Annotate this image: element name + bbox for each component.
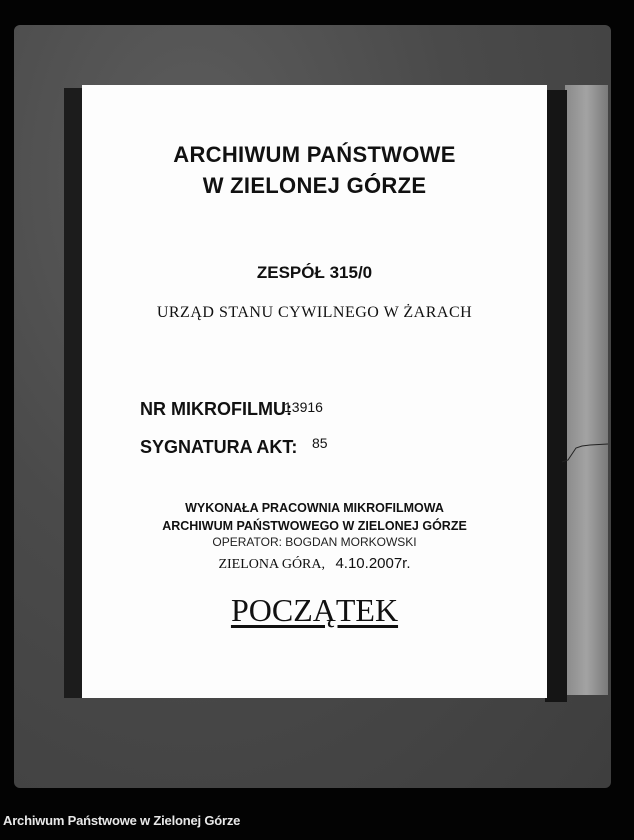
operator-name: OPERATOR: BOGDAN MORKOWSKI bbox=[212, 535, 417, 549]
film-scratch bbox=[562, 440, 608, 464]
frame-right-edge bbox=[565, 85, 608, 695]
signature-value: 85 bbox=[312, 435, 328, 451]
microfilm-number: 13916 bbox=[284, 399, 323, 415]
paper-shadow-right bbox=[545, 90, 567, 702]
signature-label: SYGNATURA AKT: bbox=[140, 437, 298, 457]
footer-caption: Archiwum Państwowe w Zielonej Górze bbox=[3, 813, 241, 828]
date: 4.10.2007r. bbox=[335, 555, 411, 572]
microfilm-label: NR MIKROFILMU: bbox=[140, 399, 292, 419]
paper-shadow-left bbox=[64, 88, 84, 698]
fonds-number: ZESPÓŁ 315/0 bbox=[256, 263, 373, 282]
archive-name-line1: ARCHIWUM PAŃSTWOWE bbox=[173, 142, 456, 167]
institution-name: URZĄD STANU CYWILNEGO W ŻARACH bbox=[156, 304, 473, 321]
title-card bbox=[82, 85, 547, 698]
place-date bbox=[82, 555, 547, 573]
made-by-line2: ARCHIWUM PAŃSTWOWEGO W ZIELONEJ GÓRZE bbox=[162, 519, 467, 533]
start-marker: POCZĄTEK bbox=[230, 592, 399, 628]
made-by-line1: WYKONAŁA PRACOWNIA MIKROFILMOWA bbox=[185, 501, 444, 515]
place: ZIELONA GÓRA, bbox=[218, 557, 325, 572]
archive-name-line2: W ZIELONEJ GÓRZE bbox=[202, 173, 427, 198]
